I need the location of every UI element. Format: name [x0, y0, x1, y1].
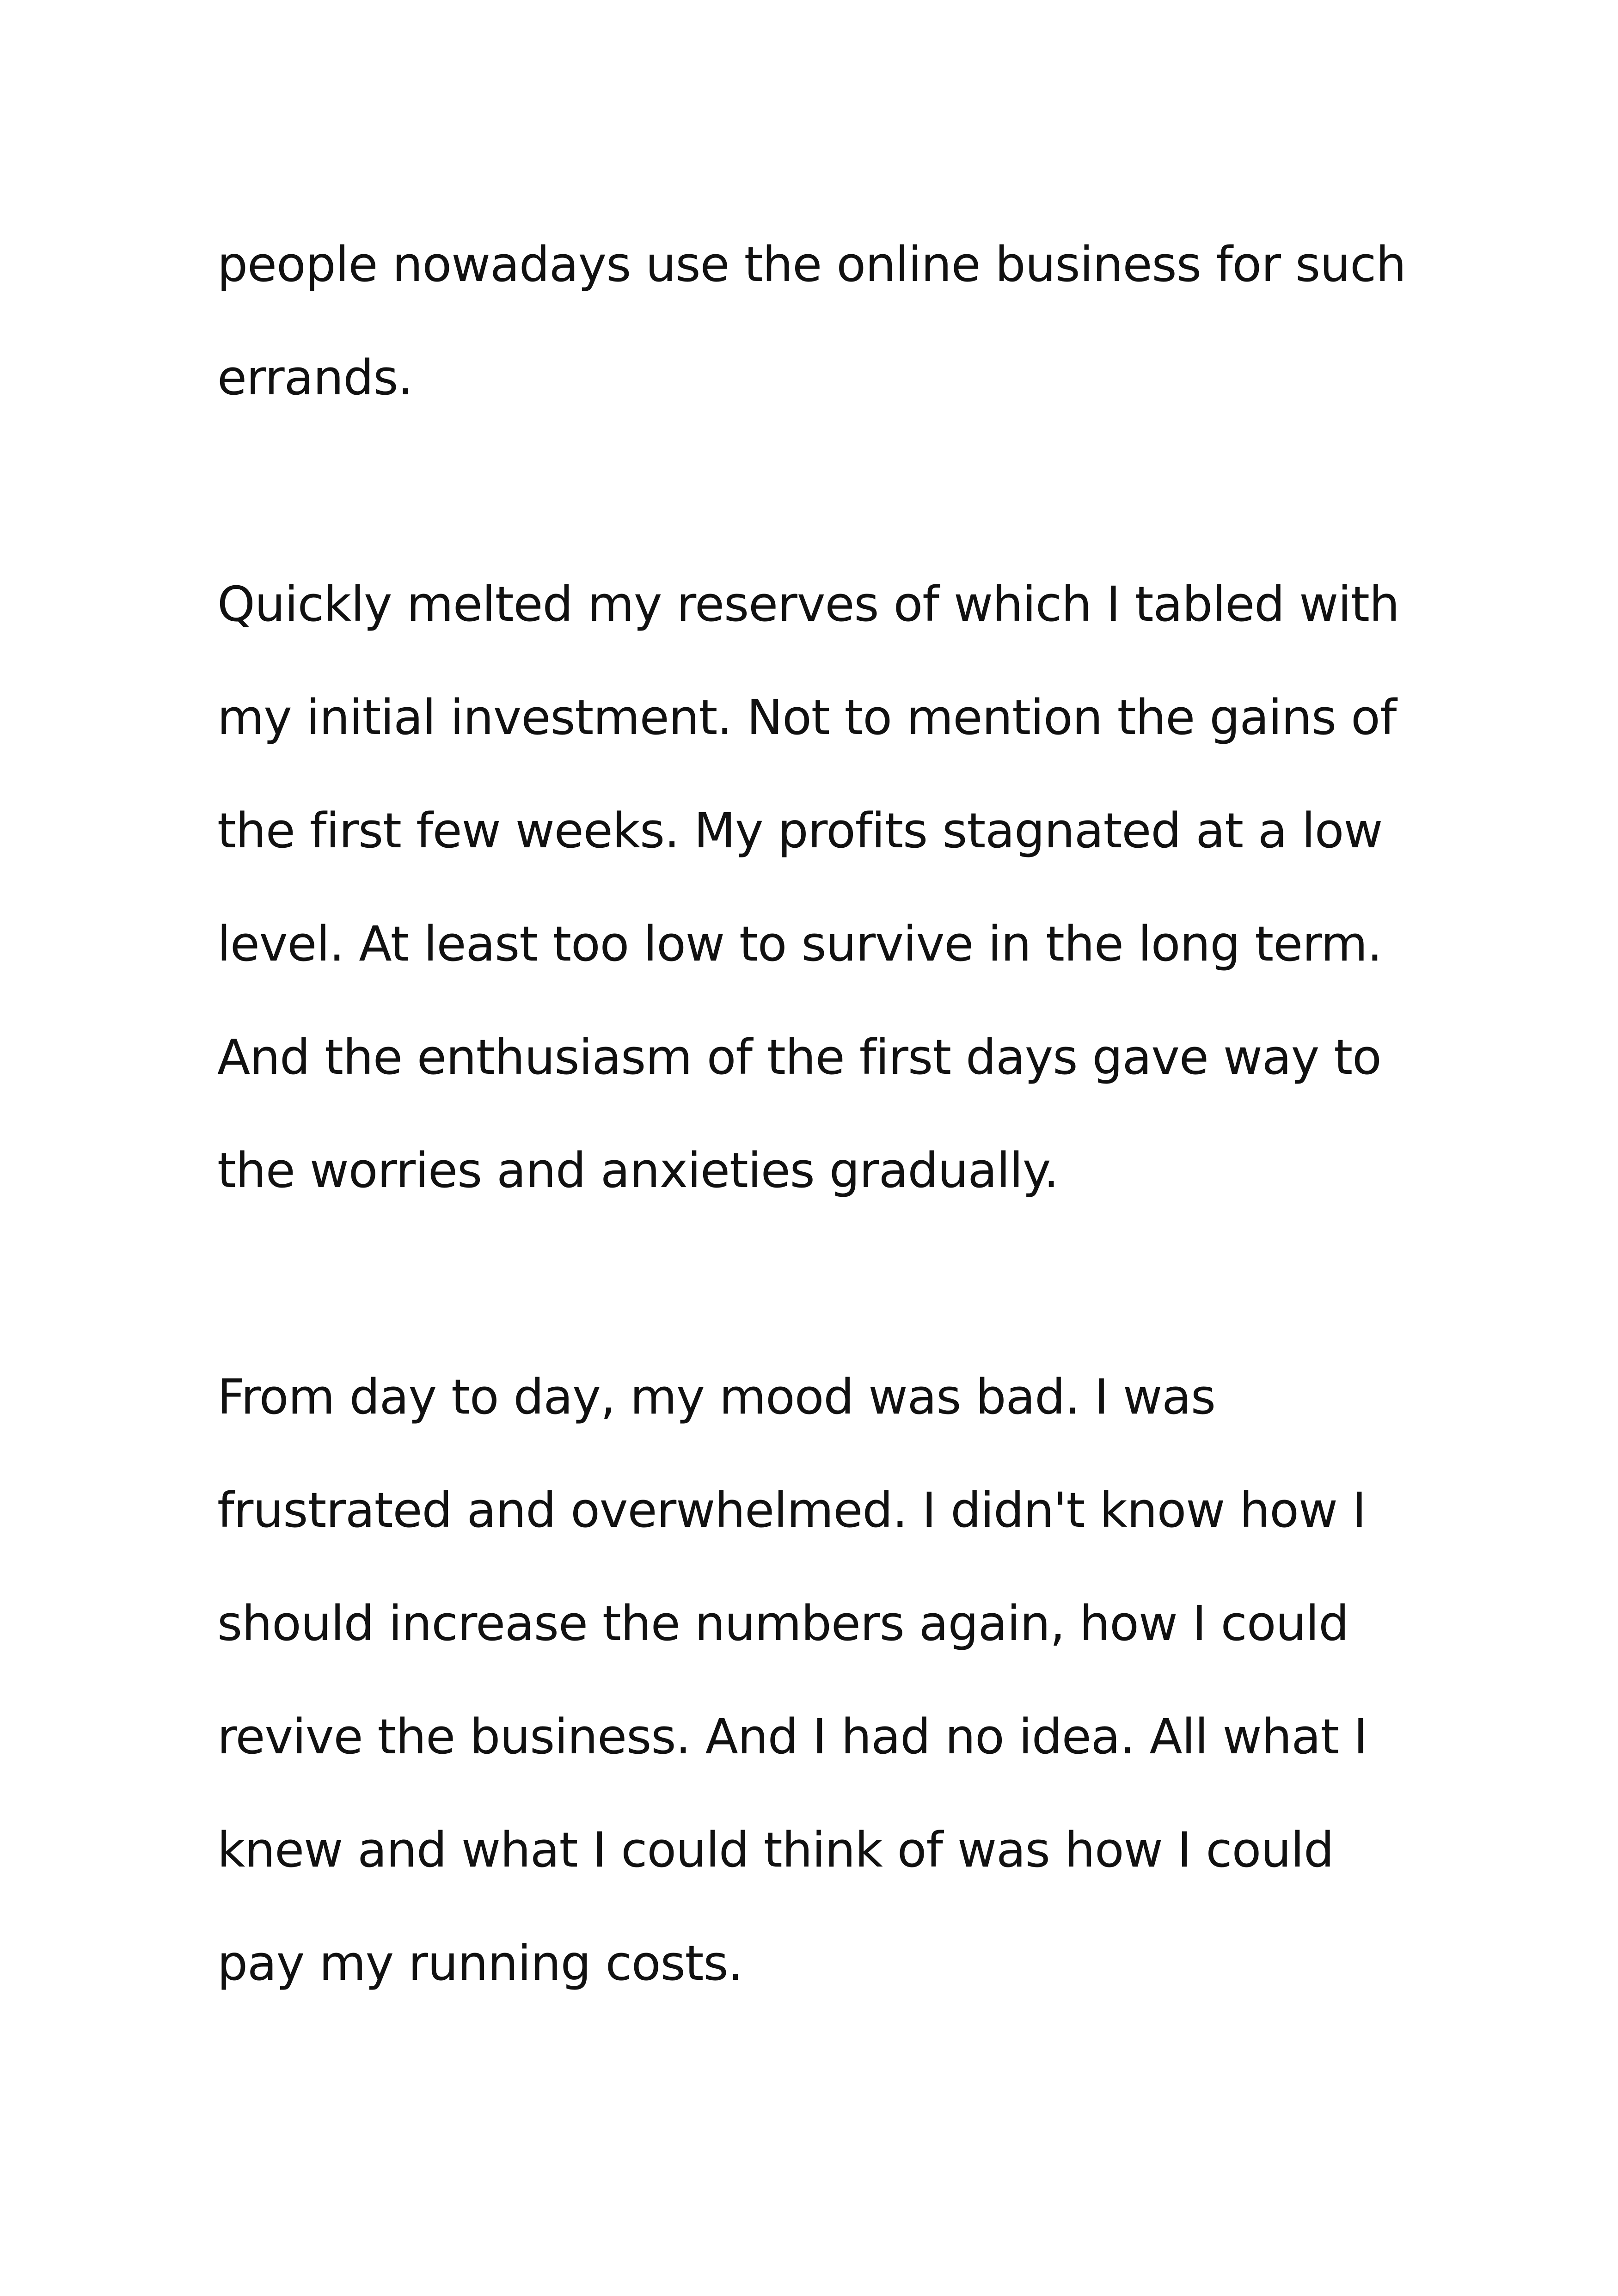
- text-line: knew and what I could think of was how I could: [217, 1822, 1334, 1878]
- text-line: my initial investment. Not to mention the gains of: [217, 689, 1397, 746]
- text-line: the first few weeks. My profits stagnated at a low: [217, 802, 1383, 859]
- body-text: [217, 208, 1442, 2020]
- text-line: level. At least too low to survive in the long term.: [217, 916, 1382, 972]
- text-line: revive the business. And I had no idea. All what I: [217, 1708, 1367, 1765]
- text-line: the worries and anxieties gradually.: [217, 1142, 1059, 1199]
- text-line: frustrated and overwhelmed. I didn't know how I: [217, 1482, 1366, 1538]
- text-line: From day to day, my mood was bad. I was: [217, 1369, 1216, 1425]
- paragraph-2: [217, 548, 1442, 1227]
- paragraph-3: [217, 1341, 1442, 2020]
- text-line: pay my running costs.: [217, 1935, 743, 1991]
- paragraph-1: [217, 208, 1442, 435]
- text-line: And the enthusiasm of the first days gave way to: [217, 1029, 1381, 1085]
- text-line: Quickly melted my reserves of which I tabled with: [217, 576, 1399, 632]
- text-line: errands.: [217, 349, 413, 406]
- text-line: people nowadays use the online business for such: [217, 236, 1406, 293]
- text-line: should increase the numbers again, how I could: [217, 1595, 1349, 1652]
